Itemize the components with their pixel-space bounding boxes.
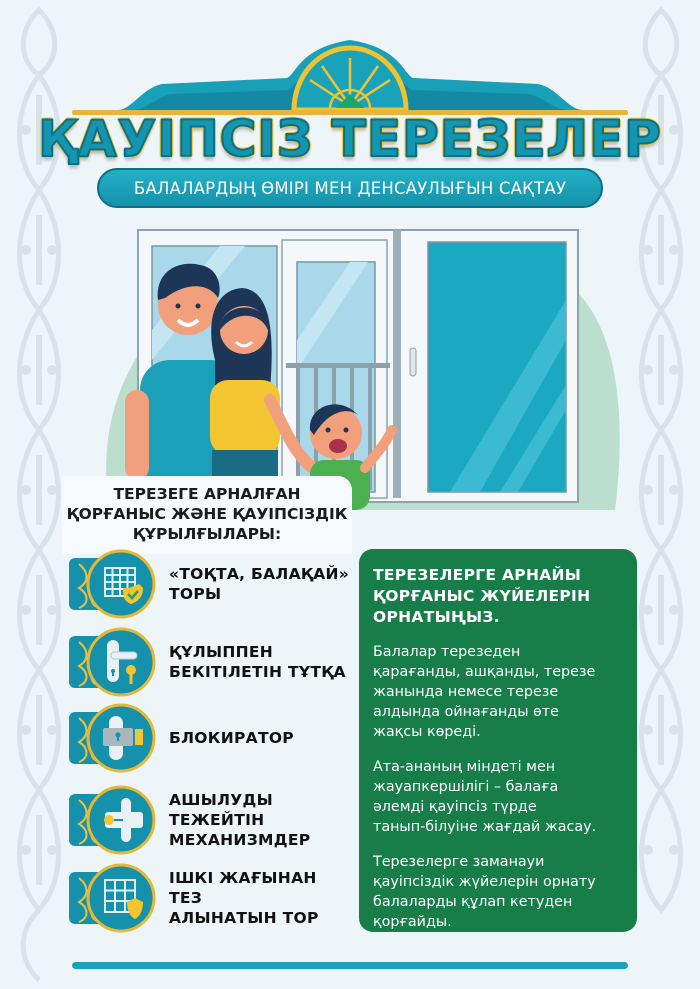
info-heading-line: ҚОРҒАНЫС ЖҮЙЕЛЕРІН xyxy=(373,587,591,605)
info-line: қарағанды, ашқанды, терезе xyxy=(373,664,596,680)
device-label-line: ҚҰЛЫППЕН xyxy=(169,643,274,661)
info-line: қорғайды. xyxy=(373,914,452,930)
device-item-blocker xyxy=(67,702,352,774)
device-label xyxy=(169,868,352,928)
info-line: алдында ойнағанды өте xyxy=(373,704,559,720)
shanyrak-crown-emblem xyxy=(72,18,628,118)
device-item-stop-grill xyxy=(67,548,352,620)
info-heading-line: ОРНАТЫҢЫЗ. xyxy=(373,608,500,626)
device-label xyxy=(169,728,294,748)
device-label-line: АЛЫНАТЫН ТОР xyxy=(169,909,319,927)
device-label-line: БЕКІТІЛЕТІН ТҰТҚА xyxy=(169,663,346,681)
device-label-line: МЕХАНИЗМДЕР xyxy=(169,831,311,849)
device-label xyxy=(169,564,349,604)
subtitle-text: БАЛАЛАРДЫҢ ӨМІРІ МЕН ДЕНСАУЛЫҒЫН САҚТАУ xyxy=(133,178,567,198)
devices-heading-line: ТЕРЕЗЕГЕ АРНАЛҒАН xyxy=(113,485,301,503)
info-card xyxy=(359,549,637,932)
device-label-line: «ТОҚТА, БАЛАҚАЙ» xyxy=(169,565,350,583)
info-line: Терезелерге заманауи xyxy=(373,854,545,870)
device-label-line: АШЫЛУДЫ xyxy=(169,791,273,809)
device-label-line: ТОРЫ xyxy=(169,585,222,603)
device-label-line: ІШКІ ЖАҒЫНАН ТЕЗ xyxy=(169,869,317,907)
info-line: Ата-ананың міндеті мен xyxy=(373,759,556,775)
device-item-opening-limiter xyxy=(67,784,352,856)
info-line: жақсы көреді. xyxy=(373,724,481,740)
opening-limiter-icon xyxy=(67,784,157,856)
device-label-line: БЛОКИРАТОР xyxy=(169,729,294,747)
devices-heading-line: ҚОРҒАНЫС ЖӘНЕ ҚАУІПСІЗДІК xyxy=(66,505,348,523)
device-item-removable-grill xyxy=(67,862,352,934)
device-label xyxy=(169,790,310,850)
info-line: жауапкершілігі – балаға xyxy=(373,779,559,795)
grid-shield-icon xyxy=(67,862,157,934)
device-item-lockable-handle xyxy=(67,626,352,698)
info-heading-line: ТЕРЕЗЕЛЕРГЕ АРНАЙЫ xyxy=(373,566,582,584)
device-label xyxy=(169,642,346,682)
info-card-heading xyxy=(373,565,623,628)
info-line: танып-білуіне жағдай жасау. xyxy=(373,819,597,835)
devices-heading-line: ҚҰРЫЛҒЫЛАРЫ: xyxy=(132,525,282,543)
bottom-divider xyxy=(72,962,628,969)
devices-heading xyxy=(62,476,352,554)
info-line: балаларды құлап кетуден xyxy=(373,894,573,910)
info-paragraph-protection xyxy=(373,852,623,932)
subtitle-banner xyxy=(97,168,603,208)
info-line: қауіпсіздік жүйелерін орнату xyxy=(373,874,596,890)
blocker-lock-icon xyxy=(67,702,157,774)
family-window-illustration xyxy=(70,220,630,510)
door-handle-key-icon xyxy=(67,626,157,698)
info-line: әлемді қауіпсіз түрде xyxy=(373,799,537,815)
info-paragraph-children xyxy=(373,642,623,742)
device-label-line: ТЕЖЕЙТІН xyxy=(169,811,265,829)
info-line: Балалар терезеден xyxy=(373,644,521,660)
info-paragraph-parents xyxy=(373,757,623,837)
page-title: ҚАУІПСІЗ ТЕРЕЗЕЛЕР xyxy=(38,110,662,168)
info-line: жанында немесе терезе xyxy=(373,684,559,700)
grid-shield-check-icon xyxy=(67,548,157,620)
